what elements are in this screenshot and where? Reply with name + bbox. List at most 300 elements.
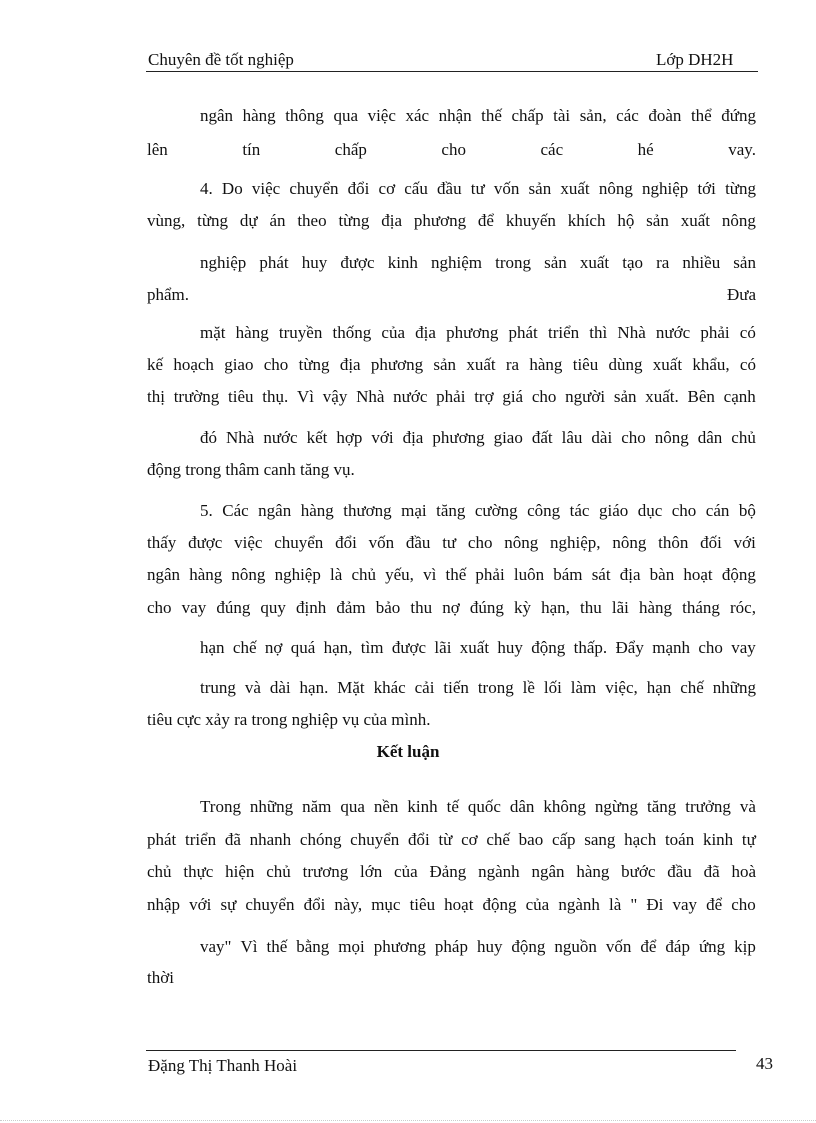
body-word: thu bbox=[410, 598, 433, 617]
body-word: hoạt bbox=[444, 895, 474, 914]
body-line bbox=[147, 533, 756, 553]
body-line bbox=[147, 355, 756, 375]
body-word: lề bbox=[522, 678, 535, 697]
body-word: sản bbox=[528, 179, 552, 198]
body-word: và bbox=[739, 797, 756, 816]
body-word: nghiệp, bbox=[550, 533, 601, 552]
body-word: toán bbox=[664, 830, 695, 849]
body-word: phát bbox=[259, 253, 289, 272]
body-line: động trong thâm canh tăng vụ. bbox=[147, 460, 355, 479]
body-word: huy bbox=[497, 638, 523, 657]
body-word: để bbox=[477, 211, 494, 230]
body-word: và bbox=[244, 678, 261, 697]
body-word: này, bbox=[334, 895, 363, 914]
body-word: Mặt bbox=[337, 678, 365, 697]
body-word: vốn bbox=[605, 937, 632, 956]
body-word: trợ bbox=[474, 387, 494, 406]
body-word: thương bbox=[343, 501, 392, 520]
body-line bbox=[147, 387, 756, 407]
body-line bbox=[200, 937, 756, 957]
body-word: hoạch bbox=[173, 355, 214, 374]
body-word: được bbox=[340, 253, 375, 272]
body-word: chuyển bbox=[274, 533, 324, 552]
body-word: để bbox=[640, 937, 657, 956]
body-word: cạnh bbox=[723, 387, 756, 406]
body-word: bao bbox=[518, 830, 544, 849]
body-word: tài bbox=[553, 106, 571, 125]
body-line bbox=[147, 862, 756, 882]
body-word: nghiệp bbox=[642, 179, 689, 198]
body-word: hợp bbox=[336, 428, 363, 447]
body-word: hoạt bbox=[683, 565, 713, 584]
body-word: xuất bbox=[579, 253, 610, 272]
body-word: Do bbox=[221, 179, 243, 198]
body-word: nghiệm bbox=[431, 253, 483, 272]
body-word: cho bbox=[671, 501, 697, 520]
body-line bbox=[147, 830, 756, 850]
body-word: khẩu, bbox=[692, 355, 730, 374]
body-word: Bên bbox=[687, 387, 715, 406]
body-word: nền bbox=[373, 797, 399, 816]
body-word: chuyển bbox=[245, 895, 295, 914]
body-word: đầu bbox=[437, 179, 462, 198]
body-word: phương bbox=[413, 211, 467, 230]
body-word: xác bbox=[405, 106, 430, 125]
body-word: lớn bbox=[360, 862, 383, 881]
body-line bbox=[200, 253, 756, 273]
body-word: Đảng bbox=[429, 862, 467, 881]
body-word: hộ bbox=[617, 211, 635, 230]
body-line bbox=[200, 106, 756, 126]
body-word: vốn bbox=[368, 533, 395, 552]
body-word: kinh bbox=[702, 830, 734, 849]
body-line bbox=[147, 598, 756, 618]
body-word: triển bbox=[547, 323, 580, 342]
body-word: trong bbox=[477, 678, 514, 697]
body-word: cải bbox=[414, 678, 435, 697]
body-word: nông bbox=[598, 179, 633, 198]
body-word: cấp bbox=[551, 830, 576, 849]
body-word: đã bbox=[703, 862, 720, 881]
body-word: dân bbox=[509, 797, 535, 816]
footer-author: Đặng Thị Thanh Hoài bbox=[148, 1056, 298, 1075]
body-word: sản, bbox=[579, 106, 607, 125]
body-word: đổi bbox=[335, 533, 357, 552]
body-word: chủ bbox=[147, 862, 172, 881]
body-word: tiêu bbox=[572, 355, 599, 374]
body-word: kỳ bbox=[513, 598, 531, 617]
body-word: lối bbox=[543, 678, 562, 697]
body-word: vốn bbox=[493, 179, 520, 198]
body-word: động bbox=[482, 895, 517, 914]
body-word: hàng bbox=[638, 598, 672, 617]
body-word: xuất bbox=[466, 355, 496, 374]
body-word: có bbox=[739, 355, 756, 374]
body-word: qua bbox=[333, 106, 359, 125]
body-word: huy bbox=[301, 253, 328, 272]
body-word: ra bbox=[656, 253, 670, 272]
body-word: việc, bbox=[605, 678, 638, 697]
body-word: ngân bbox=[200, 106, 234, 125]
body-word: sản bbox=[646, 211, 669, 230]
body-word: vay. bbox=[728, 140, 756, 159]
body-word: không bbox=[543, 797, 586, 816]
body-word: với bbox=[189, 895, 212, 914]
body-word: nghiệp bbox=[274, 565, 321, 584]
body-word: được bbox=[188, 533, 223, 552]
body-word: " bbox=[630, 895, 638, 914]
body-word: sản bbox=[733, 253, 756, 272]
body-word: hoà bbox=[731, 862, 756, 881]
body-word: từng bbox=[197, 211, 229, 230]
body-word: khác bbox=[373, 678, 406, 697]
body-word: chủ bbox=[731, 428, 756, 447]
body-word: sự bbox=[220, 895, 237, 914]
body-line bbox=[200, 179, 756, 199]
body-word: với bbox=[371, 428, 394, 447]
body-word: chế bbox=[232, 638, 257, 657]
body-word: ngừng bbox=[594, 797, 639, 816]
body-word: dân bbox=[697, 428, 723, 447]
body-word: giao bbox=[224, 355, 254, 374]
body-word: mục bbox=[371, 895, 401, 914]
body-word: những bbox=[712, 678, 756, 697]
body-line bbox=[147, 565, 756, 585]
body-word: hạn bbox=[646, 678, 672, 697]
body-word: yếu, bbox=[385, 565, 414, 584]
body-line bbox=[147, 895, 756, 915]
body-word: ngân bbox=[258, 501, 292, 520]
body-word: nguồn bbox=[554, 937, 597, 956]
body-word: dài bbox=[591, 428, 613, 447]
body-word: phương bbox=[432, 428, 485, 447]
body-word: hạn, bbox=[541, 598, 570, 617]
body-word: kết bbox=[306, 428, 328, 447]
body-word: cho bbox=[147, 598, 172, 617]
body-word: nhanh bbox=[249, 830, 292, 849]
body-word: cường bbox=[474, 501, 518, 520]
body-word: đáp bbox=[665, 937, 690, 956]
body-word: đứng bbox=[721, 106, 756, 125]
page-number: 43 bbox=[756, 1054, 773, 1073]
body-word: tiêu bbox=[228, 387, 254, 406]
page-edge-divider bbox=[0, 1120, 816, 1121]
body-word: đổi bbox=[303, 895, 326, 914]
body-word: Nhà bbox=[226, 428, 255, 447]
body-word: róc, bbox=[730, 598, 756, 617]
body-word: đúng bbox=[469, 598, 504, 617]
body-word: xuất bbox=[680, 211, 710, 230]
body-word: tháng bbox=[682, 598, 720, 617]
body-word: tiến bbox=[443, 678, 469, 697]
body-word: thế bbox=[445, 565, 467, 584]
body-word: định bbox=[296, 598, 327, 617]
body-line bbox=[147, 211, 756, 231]
body-word: thu bbox=[580, 598, 602, 617]
body-word: chấp bbox=[511, 106, 544, 125]
body-word: vay bbox=[731, 638, 756, 657]
body-word: xuất. bbox=[645, 387, 679, 406]
body-word: tác bbox=[569, 501, 590, 520]
body-word: của bbox=[381, 323, 405, 342]
body-word: ngân bbox=[147, 565, 181, 584]
body-word: những bbox=[249, 797, 294, 816]
body-word: từng bbox=[338, 211, 370, 230]
body-word: cho bbox=[531, 387, 557, 406]
body-word: tư bbox=[442, 533, 457, 552]
body-word: bàn bbox=[649, 565, 675, 584]
body-line: tiêu cực xảy ra trong nghiệp vụ của mình. bbox=[147, 710, 431, 729]
body-word: dục bbox=[637, 501, 663, 520]
body-word: pháp bbox=[434, 937, 468, 956]
body-word: từng bbox=[725, 179, 756, 198]
body-word: huy bbox=[476, 937, 503, 956]
body-word: vay" bbox=[200, 937, 232, 956]
body-word: tìm bbox=[360, 638, 384, 657]
body-word: sang bbox=[584, 830, 616, 849]
body-word: hàng bbox=[189, 565, 223, 584]
body-word: từng bbox=[298, 355, 330, 374]
body-word: vay bbox=[181, 598, 207, 617]
body-word: hiện bbox=[225, 862, 255, 881]
body-word: chuyển bbox=[289, 179, 339, 198]
body-word: quốc bbox=[467, 797, 501, 816]
body-word: Vì bbox=[240, 937, 258, 956]
body-word: Đi bbox=[646, 895, 664, 914]
body-word: nhập bbox=[147, 895, 181, 914]
body-word: nông bbox=[231, 565, 266, 584]
body-word: nước bbox=[655, 323, 691, 342]
body-word: phải bbox=[700, 323, 730, 342]
body-word: đầu bbox=[405, 533, 431, 552]
body-word: để bbox=[706, 895, 723, 914]
body-word: việc bbox=[234, 533, 263, 552]
body-word: tế bbox=[446, 797, 459, 816]
body-word: tín bbox=[242, 140, 261, 159]
section-heading: Kết luận bbox=[376, 742, 440, 761]
body-word: của bbox=[525, 895, 550, 914]
body-word: sản bbox=[613, 387, 637, 406]
body-word: hàng bbox=[576, 862, 610, 881]
body-word: là bbox=[330, 565, 343, 584]
body-word: chuyển bbox=[350, 830, 400, 849]
body-word: 4. bbox=[200, 179, 213, 198]
body-word: địa bbox=[402, 428, 424, 447]
body-word: có bbox=[739, 323, 756, 342]
body-word: kinh bbox=[387, 253, 418, 272]
body-word: địa bbox=[339, 355, 361, 374]
body-word: chấp bbox=[334, 140, 367, 159]
body-word: tiêu bbox=[409, 895, 436, 914]
body-word: trung bbox=[200, 678, 236, 697]
body-word: đất bbox=[531, 428, 553, 447]
body-word: từ bbox=[438, 830, 453, 849]
body-line bbox=[200, 501, 756, 521]
body-word: vùng, bbox=[147, 211, 186, 230]
body-word: thông bbox=[285, 106, 324, 125]
body-word: nước bbox=[263, 428, 298, 447]
body-word: đối bbox=[700, 533, 722, 552]
body-word: khích bbox=[567, 211, 606, 230]
body-word: ngân bbox=[531, 862, 565, 881]
body-word: Trong bbox=[200, 797, 241, 816]
body-word: xuất bbox=[459, 638, 490, 657]
body-word: lãi bbox=[434, 638, 452, 657]
body-word: mạnh bbox=[652, 638, 690, 657]
body-word: phải bbox=[475, 565, 505, 584]
body-word: việc bbox=[251, 179, 281, 198]
body-word: đầu bbox=[667, 862, 692, 881]
body-word: giao bbox=[493, 428, 523, 447]
body-word: kinh bbox=[407, 797, 438, 816]
body-word: hé bbox=[637, 140, 654, 159]
body-word: hạn, bbox=[323, 638, 353, 657]
body-word: đoàn bbox=[648, 106, 682, 125]
body-word: ngành bbox=[558, 895, 600, 914]
body-word: phát bbox=[147, 830, 177, 849]
body-line bbox=[200, 678, 756, 698]
header-left-title: Chuyên đề tốt nghiệp bbox=[148, 50, 294, 69]
body-word: hàng bbox=[242, 106, 276, 125]
body-word: nhiều bbox=[682, 253, 721, 272]
body-word: nợ bbox=[442, 598, 460, 617]
body-word: động bbox=[721, 565, 756, 584]
body-word: cho bbox=[441, 140, 466, 159]
body-word: giá bbox=[502, 387, 524, 406]
body-word: xuất bbox=[652, 355, 683, 374]
body-word: thụ. bbox=[262, 387, 289, 406]
body-word: tự bbox=[741, 830, 756, 849]
body-line bbox=[200, 638, 756, 658]
body-word: bảo bbox=[375, 598, 401, 617]
body-word: thị bbox=[147, 387, 165, 406]
body-word: quá bbox=[290, 638, 316, 657]
body-word: phẩm. bbox=[147, 285, 190, 304]
body-word: thấp. bbox=[573, 638, 608, 657]
body-word: thấy bbox=[147, 533, 177, 552]
body-word: dự bbox=[239, 211, 258, 230]
body-word: động bbox=[511, 937, 546, 956]
body-word: địa bbox=[415, 323, 436, 342]
header-rule bbox=[146, 71, 758, 72]
body-word: cho bbox=[698, 638, 723, 657]
body-word: sát bbox=[591, 565, 611, 584]
body-word: chế bbox=[680, 678, 704, 697]
body-word: hạn. bbox=[299, 678, 329, 697]
body-word: thống bbox=[332, 323, 372, 342]
body-word: bộ bbox=[738, 501, 756, 520]
body-word: kế bbox=[147, 355, 164, 374]
body-word: phương bbox=[370, 355, 424, 374]
body-word: xuất bbox=[560, 179, 590, 198]
body-word: công bbox=[527, 501, 561, 520]
body-word: trong bbox=[495, 253, 531, 272]
body-word: năm bbox=[302, 797, 332, 816]
body-word: lãi bbox=[611, 598, 629, 617]
body-line: thời bbox=[147, 968, 174, 987]
body-word: vì bbox=[423, 565, 437, 584]
body-word: mặt bbox=[200, 323, 226, 342]
body-word: án bbox=[269, 211, 286, 230]
body-word: phương bbox=[373, 937, 426, 956]
body-word: thực bbox=[183, 862, 214, 881]
body-word: thôn bbox=[658, 533, 689, 552]
header-right-class: Lớp DH2H bbox=[656, 50, 734, 69]
body-word: thể bbox=[690, 106, 712, 125]
body-word: chủ bbox=[266, 862, 291, 881]
body-word: truyền bbox=[278, 323, 323, 342]
body-word: 5. bbox=[200, 501, 213, 520]
body-word: chóng bbox=[299, 830, 342, 849]
body-word: hạn bbox=[200, 638, 225, 657]
body-word: khuyến bbox=[505, 211, 556, 230]
body-word: theo bbox=[297, 211, 327, 230]
body-word: chủ bbox=[351, 565, 376, 584]
body-word: cho bbox=[467, 533, 493, 552]
body-word: hàng bbox=[529, 355, 563, 374]
body-word: thế bbox=[266, 937, 288, 956]
body-word: địa bbox=[619, 565, 641, 584]
body-word: phương bbox=[446, 323, 499, 342]
body-word: vay bbox=[672, 895, 698, 914]
body-word: thế bbox=[481, 106, 502, 125]
body-word: sản bbox=[544, 253, 567, 272]
body-word: ứng bbox=[698, 937, 726, 956]
body-word: tạo bbox=[622, 253, 644, 272]
body-word: nhận bbox=[438, 106, 472, 125]
body-word: các bbox=[540, 140, 564, 159]
body-word: nông bbox=[612, 533, 647, 552]
body-word: sản bbox=[433, 355, 457, 374]
footer-rule bbox=[146, 1050, 736, 1051]
body-word: cấu bbox=[404, 179, 428, 198]
body-word: hàng bbox=[300, 501, 334, 520]
body-word: tăng bbox=[436, 501, 466, 520]
body-word: mọi bbox=[338, 937, 365, 956]
body-word: Nhà bbox=[617, 323, 646, 342]
body-word: mại bbox=[401, 501, 427, 520]
body-word: Vì bbox=[297, 387, 315, 406]
body-word: Đưa bbox=[726, 285, 756, 304]
body-word: nghiệp bbox=[200, 253, 247, 272]
body-word: triển bbox=[185, 830, 217, 849]
body-word: phải bbox=[436, 387, 466, 406]
body-word: các bbox=[616, 106, 639, 125]
body-word: giáo bbox=[598, 501, 629, 520]
body-word: phát bbox=[508, 323, 538, 342]
body-word: trường bbox=[173, 387, 220, 406]
body-word: cán bbox=[705, 501, 730, 520]
body-word: ra bbox=[505, 355, 520, 374]
body-word: nước bbox=[393, 387, 428, 406]
body-word: luôn bbox=[513, 565, 545, 584]
body-word: việc bbox=[367, 106, 396, 125]
body-word: trưởng bbox=[685, 797, 731, 816]
body-line bbox=[147, 285, 756, 305]
body-word: nông bbox=[504, 533, 539, 552]
body-word: dài bbox=[269, 678, 291, 697]
body-line bbox=[200, 797, 756, 817]
body-word: Nhà bbox=[356, 387, 385, 406]
body-line bbox=[147, 140, 756, 160]
body-word: nông bbox=[721, 211, 756, 230]
body-word: Các bbox=[222, 501, 249, 520]
body-word: dùng bbox=[608, 355, 643, 374]
body-word: nông bbox=[654, 428, 689, 447]
body-word: qua bbox=[340, 797, 365, 816]
body-word: tư bbox=[470, 179, 485, 198]
body-word: lâu bbox=[561, 428, 583, 447]
